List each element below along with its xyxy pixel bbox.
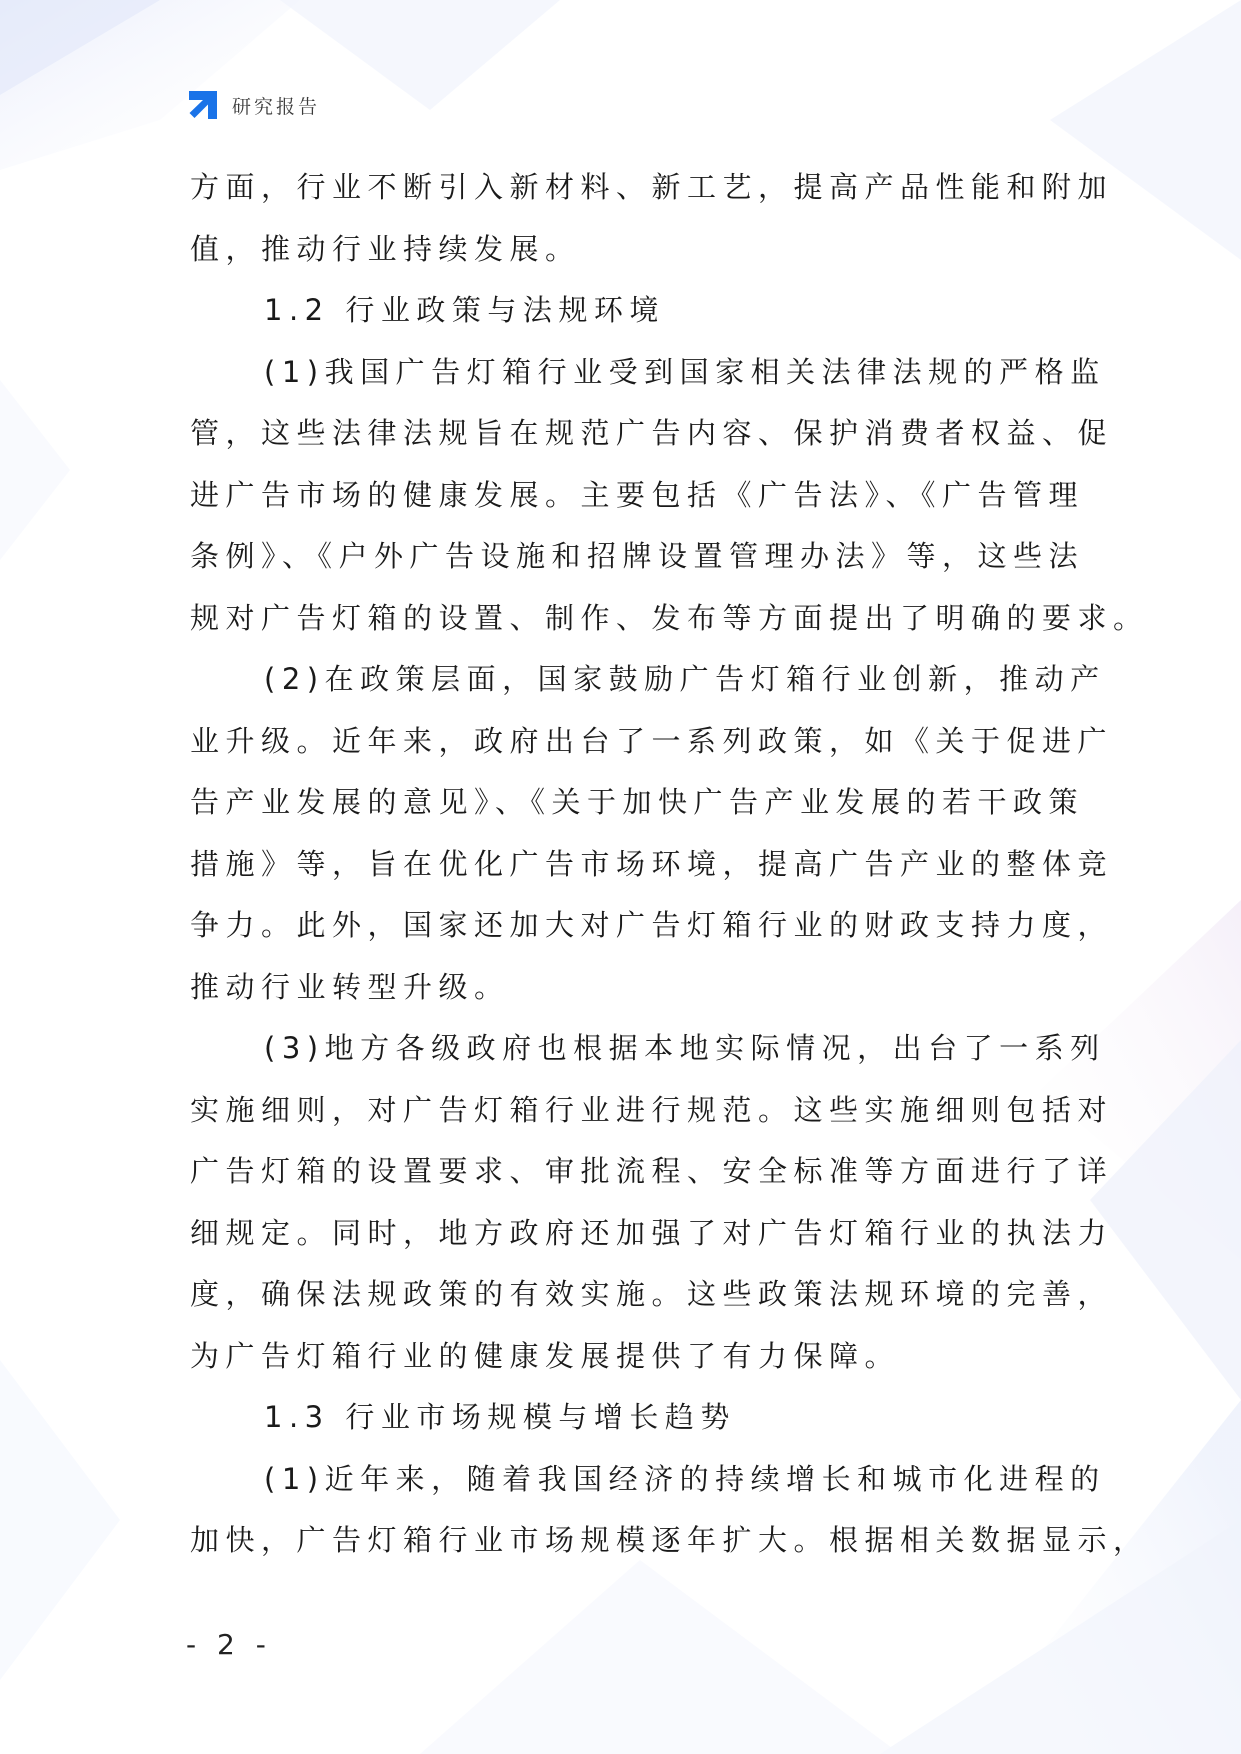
page-header: [186, 88, 320, 122]
paragraph-start: (1)近年来，随着我国经济的持续增长和城市化进程的: [264, 1461, 1106, 1496]
body-line: 进广告市场的健康发展。主要包括《广告法》、《广告管理: [190, 477, 1085, 512]
body-line: 广告灯箱的设置要求、审批流程、安全标准等方面进行了详: [190, 1154, 1114, 1188]
body-line: 细规定。同时，地方政府还加强了对广告灯箱行业的执法力: [190, 1215, 1114, 1250]
section-heading: 1.3 行业市场规模与增长趋势: [264, 1400, 736, 1434]
paragraph-start: (2)在政策层面，国家鼓励广告灯箱行业创新，推动产: [264, 662, 1106, 696]
body-line: 实施细则，对广告灯箱行业进行规范。这些实施细则包括对: [190, 1092, 1114, 1127]
body-line: 业升级。近年来，政府出台了一系列政策，如《关于促进广: [190, 723, 1114, 758]
body-line: 措施》等，旨在优化广告市场环境，提高广告产业的整体竞: [190, 846, 1114, 881]
body-line: 度，确保法规政策的有效实施。这些政策法规环境的完善，: [190, 1277, 1114, 1311]
report-body: [190, 157, 1149, 1572]
body-line: 方面，行业不断引入新材料、新工艺，提高产品性能和附加: [190, 170, 1114, 204]
body-line: 争力。此外，国家还加大对广告灯箱行业的财政支持力度，: [190, 908, 1114, 942]
body-line: 推动行业转型升级。: [190, 969, 510, 1004]
body-line: 条例》、《户外广告设施和招牌设置管理办法》等，这些法: [190, 539, 1085, 573]
paragraph-start: (3)地方各级政府也根据本地实际情况，出台了一系列: [264, 1031, 1106, 1065]
body-line: 告产业发展的意见》、《关于加快广告产业发展的若干政策: [190, 785, 1085, 819]
page-number: - 2 -: [186, 1628, 272, 1661]
section-heading: 1.2 行业政策与法规环境: [264, 293, 665, 327]
body-line: 规对广告灯箱的设置、制作、发布等方面提出了明确的要求。: [190, 600, 1149, 635]
paragraph-start: (1)我国广告灯箱行业受到国家相关法律法规的严格监: [264, 354, 1106, 389]
arrow-up-right-icon: [186, 88, 220, 122]
body-line: 加快，广告灯箱行业市场规模逐年扩大。根据相关数据显示，: [190, 1523, 1149, 1557]
body-line: 值，推动行业持续发展。: [190, 231, 581, 266]
body-line: 为广告灯箱行业的健康发展提供了有力保障。: [190, 1338, 901, 1373]
report-label: 研究报告: [232, 95, 321, 118]
body-line: 管，这些法律法规旨在规范广告内容、保护消费者权益、促: [190, 416, 1114, 450]
